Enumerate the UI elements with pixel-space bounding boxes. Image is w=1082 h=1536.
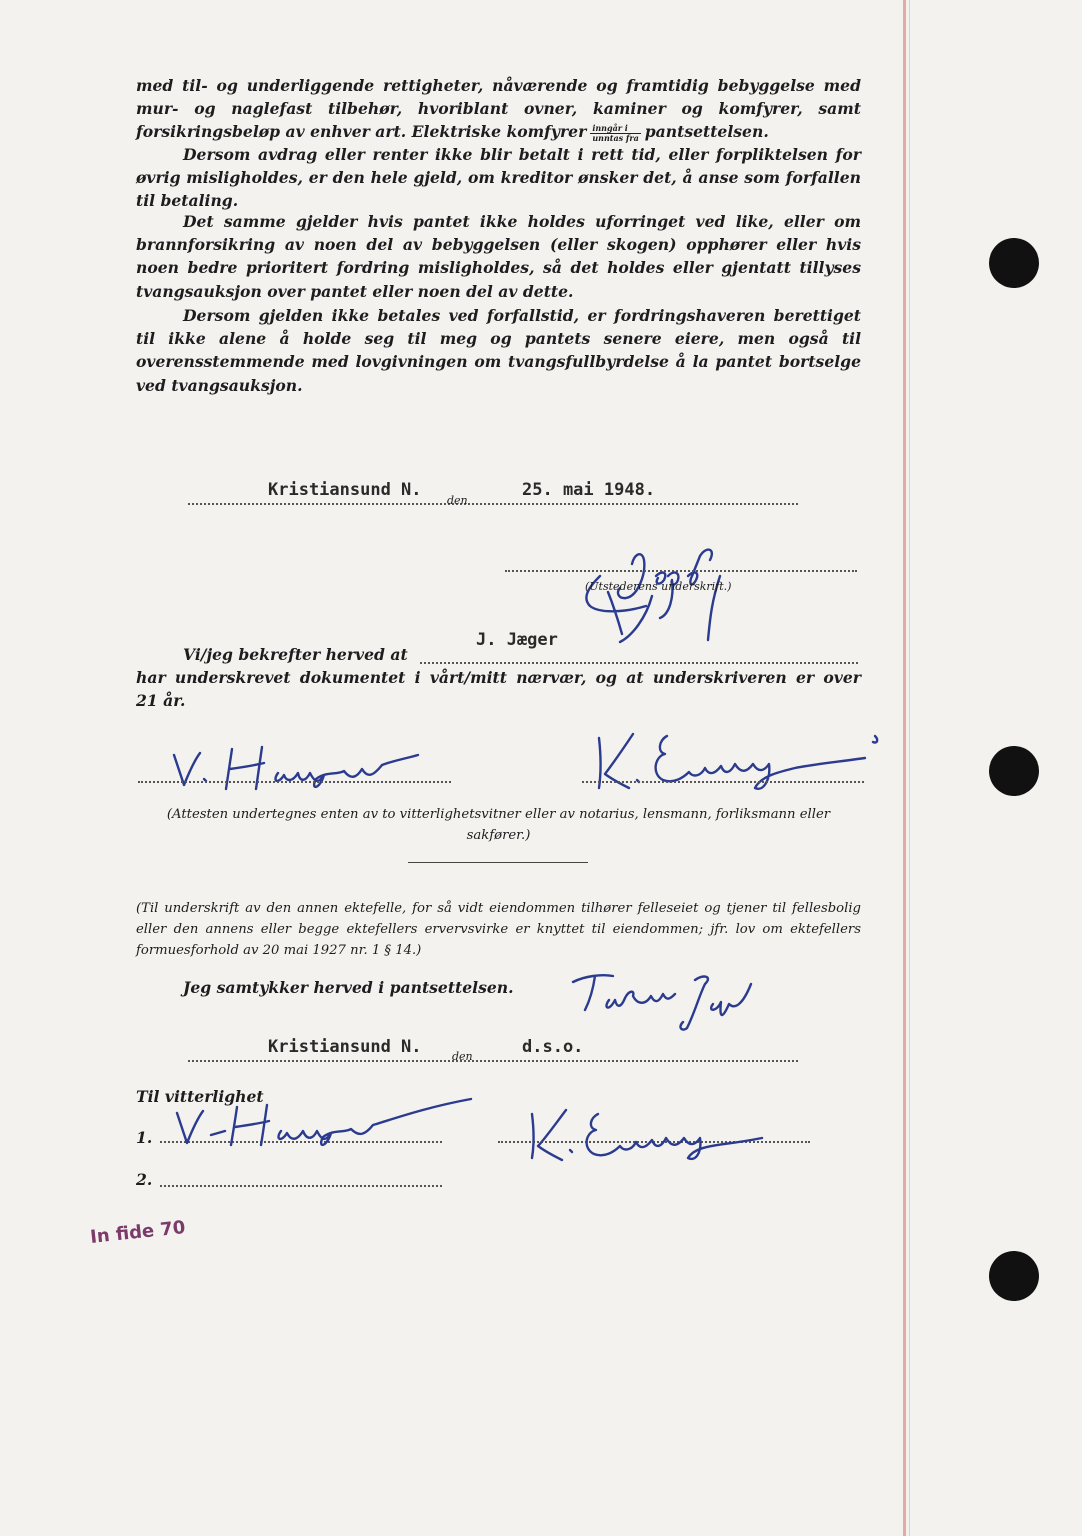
paragraph-rights [136, 74, 861, 144]
signer-name: J. Jæger [476, 630, 558, 650]
spouse-date-text: d.s.o. [522, 1037, 584, 1057]
witness-signature-1 [160, 735, 430, 795]
spouse-den-label: den [452, 1050, 473, 1063]
witness-signature-2 [575, 722, 900, 797]
spouse-signature [555, 960, 765, 1035]
punch-hole [989, 238, 1039, 288]
attest-lead: Vi/jeg bekrefter herved at [183, 645, 408, 664]
paragraph-default: Dersom avdrag eller renter ikke blir betalt i rett tid, eller forpliktelsen for øvrig misligholdes, er den hele gjeld, om kreditor ønsker det, å anse som forfallen til betaling. [136, 145, 861, 211]
witness-2-signature [510, 1100, 770, 1165]
paragraph-forced-sale: Dersom gjelden ikke betales ved forfallstid, er fordringshaveren berettiget til ikke alene å holde seg til meg og pantets senere eiere, men også til overensstemmende med lovgivningen om tvangsfullbyrdelse å la pantet bortselge ved tvangsauksjon. [136, 306, 861, 395]
fraction-choice [590, 124, 640, 143]
margin-line-shadow [909, 0, 910, 1536]
attest-line2: har underskrevet dokumentet i vårt/mitt nærvær, og at underskriveren er over [136, 668, 861, 687]
witness-line-2 [582, 781, 864, 783]
in-fide-stamp: In fide 70 [89, 1217, 187, 1248]
fraction-bottom: unntas fra [592, 132, 639, 143]
attest-note: (Attesten undertegnes enten av to vitterlighetsvitner eller av notarius, lensmann, forliksmann eller sakfører.) [166, 807, 831, 843]
attest-name-line [420, 662, 858, 664]
paragraph-insurance: Det samme gjelder hvis pantet ikke holdes uforringet ved like, eller om brannforsikring av noen del av bebyggelsen (eller skogen) opphører eller hvis noen bedre prioritert fordring misligholdes, så det holdes eller gjentatt tillyses tvangsauksjon over pantet eller noen del av dette. [136, 212, 861, 301]
punch-hole [989, 1251, 1039, 1301]
witness-number-1: 1. [136, 1128, 153, 1147]
spouse-place-line [188, 1060, 798, 1062]
fraction-top: inngår i [590, 124, 640, 134]
witness-heading: Til vitterlighet [136, 1087, 264, 1106]
paragraph-rights-text: med til- og underliggende rettigheter, nåværende og framtidig bebyggelse med mur- og naglefast tilbehør, hvoriblant ovner, kaminer og komfyrer, samt forsikringsbeløp av enhver art. Elektriske komfyrer [136, 76, 861, 142]
witness-1-signature [165, 1095, 480, 1153]
consent-text: Jeg samtykker herved i pantsettelsen. [183, 978, 514, 997]
margin-line [903, 0, 906, 1536]
attest-line3: 21 år. [136, 691, 186, 710]
spouse-note: (Til underskrift av den annen ektefelle, for så vidt eiendommen tilhører felleseiet og tjener til fellesbolig eller den annens eller begge ektefellers ervervsvirke er knyttet til eiendommen; jfr. lov om ektefellers formuesforhold av 20 mai 1927 nr. 1 § 14.) [136, 901, 861, 958]
issuer-caption: (Utstederens underskrift.) [585, 580, 732, 593]
date-text: 25. mai 1948. [522, 480, 656, 500]
paragraph-rights-end: pantsettelsen. [644, 122, 769, 142]
witness-line-1 [138, 781, 451, 783]
spouse-place-text: Kristiansund N. [268, 1037, 422, 1057]
place-date-line [188, 503, 798, 505]
place-text: Kristiansund N. [268, 480, 422, 500]
witness-number-2: 2. [136, 1170, 153, 1189]
section-divider [408, 862, 588, 863]
issuer-signature-line [505, 570, 857, 572]
punch-hole [989, 746, 1039, 796]
den-label: den [447, 494, 468, 507]
witness-2-line [160, 1185, 442, 1187]
